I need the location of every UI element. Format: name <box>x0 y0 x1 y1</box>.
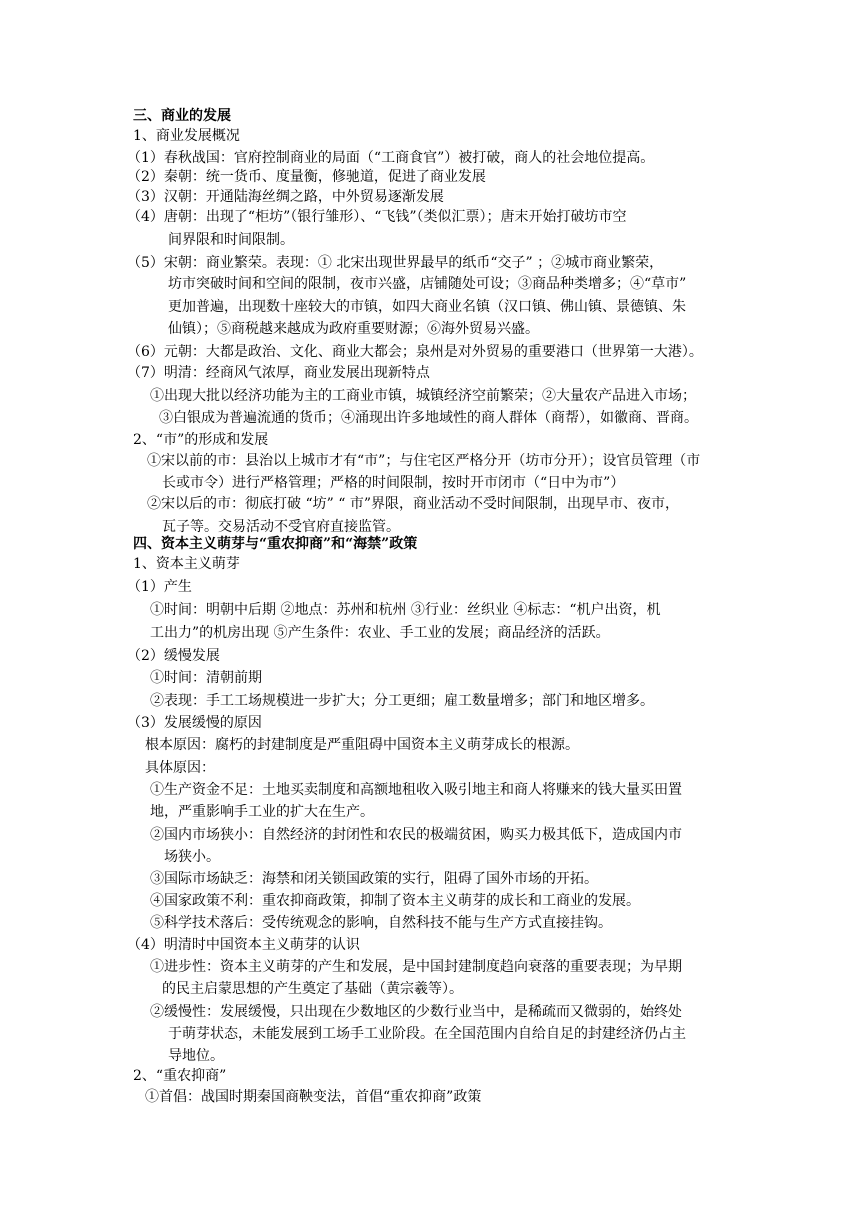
paragraph-line: 工出力”的机房出现 ⑤产生条件：农业、手工业的发展；商品经济的活跃。 <box>150 625 610 641</box>
paragraph-line: 的民主启蒙思想的产生奠定了基础（黄宗羲等）。 <box>162 981 463 997</box>
paragraph-line: ④国家政策不利：重农抑商政策，抑制了资本主义萌芽的成长和工商业的发展。 <box>150 893 640 909</box>
paragraph-line: ②缓慢性：发展缓慢，只出现在少数地区的少数行业当中，是稀疏而又微弱的，始终处 <box>150 1004 682 1020</box>
paragraph-line: 坊市突破时间和空间的限制，夜市兴盛，店铺随处可设；③商品种类增多；④“草市” <box>168 276 687 292</box>
paragraph-line: ②宋以后的市：彻底打破 “坊” “ 市”界限，商业活动不受时间限制，出现早市、夜市， <box>147 496 679 512</box>
paragraph-line: （2）缓慢发展 <box>127 648 220 664</box>
subsection-heading: 2、“市”的形成和发展 <box>133 432 269 448</box>
paragraph-line: 更加普遍，出现数十座较大的市镇，如四大商业名镇（汉口镇、佛山镇、景德镇、朱 <box>168 299 686 315</box>
paragraph-line: （1）春秋战国：官府控制商业的局面（“工商食官”）被打破，商人的社会地位提高。 <box>127 150 655 166</box>
section-heading: 四、资本主义萌芽与“重农抑商”和“海禁”政策 <box>133 536 418 552</box>
paragraph-line: （6）元朝：大都是政治、文化、商业大都会；泉州是对外贸易的重要港口（世界第一大港）。 <box>127 344 703 360</box>
paragraph-line: （5）宋朝：商业繁荣。表现：① 北宋出现世界最早的纸币“交子” ；②城市商业繁荣， <box>127 255 664 271</box>
paragraph-line: 于萌芽状态，未能发展到工场手工业阶段。在全国范围内自给自足的封建经济仍占主 <box>168 1026 686 1042</box>
paragraph-line: （2）秦朝：统一货币、度量衡，修驰道，促进了商业发展 <box>127 169 486 185</box>
paragraph-line: 间界限和时间限制。 <box>168 232 294 248</box>
paragraph-line: ③白银成为普遍流通的货币；④涌现出许多地域性的商人群体（商帮），如徽商、晋商。 <box>159 410 698 426</box>
paragraph-line: ①出现大批以经济功能为主的工商业市镇，城镇经济空前繁荣；②大量农产品进入市场； <box>150 388 696 404</box>
paragraph-line: 根本原因：腐朽的封建制度是严重阻碍中国资本主义萌芽成长的根源。 <box>145 737 579 753</box>
paragraph-line: 场狭小。 <box>164 849 220 865</box>
paragraph-line: ①进步性：资本主义萌芽的产生和发展，是中国封建制度趋向衰落的重要表现；为早期 <box>150 959 682 975</box>
paragraph-line: ①首倡：战国时期秦国商鞅变法，首倡“重农抑商”政策 <box>145 1089 482 1105</box>
paragraph-line: ⑤科学技术落后：受传统观念的影响，自然科技不能与生产方式直接挂钩。 <box>150 915 612 931</box>
paragraph-line: （1）产生 <box>127 579 192 595</box>
paragraph-line: 瓦子等。交易活动不受官府直接监管。 <box>162 519 400 535</box>
paragraph-line: （7）明清：经商风气浓厚，商业发展出现新特点 <box>127 365 430 381</box>
paragraph-line: 长或市令）进行严格管理；严格的时间限制，按时开市闭市（“日中为市”） <box>162 475 625 491</box>
subsection-heading: 1、资本主义萌芽 <box>133 556 240 572</box>
paragraph-line: 具体原因： <box>145 760 215 776</box>
subsection-heading: 2、“重农抑商” <box>133 1068 227 1084</box>
paragraph-line: （3）发展缓慢的原因 <box>127 715 262 731</box>
section-heading: 三、商业的发展 <box>133 108 231 124</box>
paragraph-line: （3）汉朝：开通陆海丝绸之路，中外贸易逐渐发展 <box>127 189 444 205</box>
paragraph-line: ③国际市场缺乏：海禁和闭关锁国政策的实行，阻碍了国外市场的开拓。 <box>150 871 598 887</box>
paragraph-line: （4）唐朝：出现了“柜坊”（银行雏形）、“飞钱”（类似汇票）；唐末开始打破坊市空 <box>127 209 627 225</box>
paragraph-line: ②表现：手工工场规模进一步扩大；分工更细；雇工数量增多；部门和地区增多。 <box>150 693 654 709</box>
paragraph-line: ②国内市场狭小：自然经济的封闭性和农民的极端贫困，购买力极其低下，造成国内市 <box>150 827 682 843</box>
subsection-heading: 1、商业发展概况 <box>133 128 240 144</box>
paragraph-line: （4）明清时中国资本主义萌芽的认识 <box>127 937 360 953</box>
paragraph-line: 导地位。 <box>168 1048 224 1064</box>
paragraph-line: ①生产资金不足：土地买卖制度和高额地租收入吸引地主和商人将赚来的钱大量买田置 <box>150 782 682 798</box>
paragraph-line: ①时间：清朝前期 <box>150 670 262 686</box>
paragraph-line: 地，严重影响手工业的扩大在生产。 <box>150 804 374 820</box>
paragraph-line: 仙镇）；⑤商税越来越成为政府重要财源；⑥海外贸易兴盛。 <box>168 321 539 337</box>
paragraph-line: ①宋以前的市：县治以上城市才有“市”；与住宅区严格分开（坊市分开）；设官员管理（市 <box>147 453 701 469</box>
paragraph-line: ①时间：明朝中后期 ②地点：苏州和杭州 ③行业：丝织业 ④标志：“机户出资，机 <box>150 602 661 618</box>
